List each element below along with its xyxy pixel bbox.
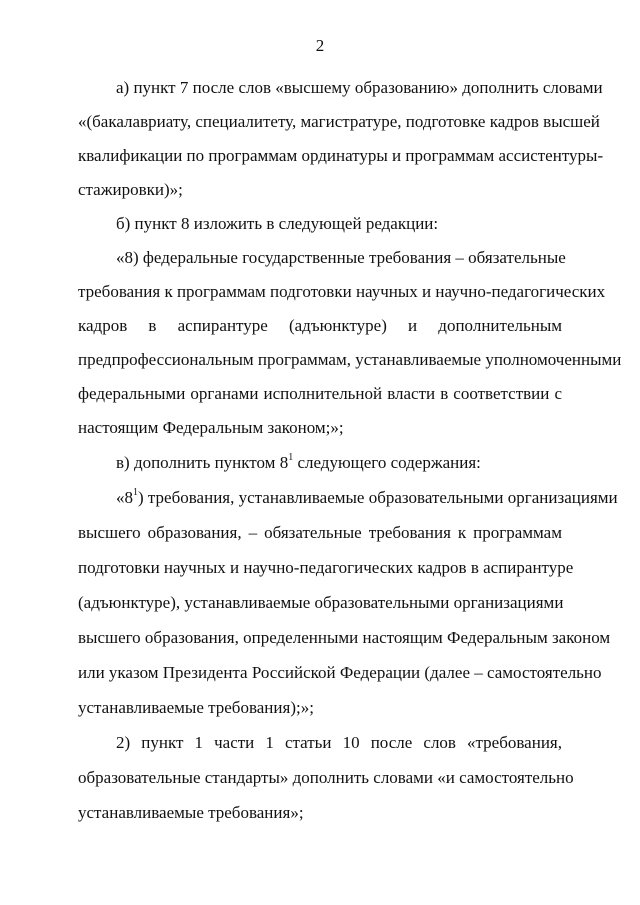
- paragraph-line: стажировки)»;: [78, 180, 183, 199]
- line-text: «8: [116, 488, 133, 507]
- paragraph-line: или указом Президента Российской Федерации (далее – самостоятельно: [78, 663, 602, 682]
- paragraph-line: высшего образования, определенными настоящим Федеральным законом: [78, 628, 611, 647]
- paragraph-line: «(бакалавриату, специалитету, магистратуре, подготовке кадров высшей: [78, 112, 600, 131]
- paragraph-line: высшего образования, – обязательные требования к программам: [78, 523, 562, 542]
- line-text: следующего содержания:: [293, 453, 481, 472]
- superscript: 1: [288, 452, 294, 464]
- paragraph-line: 2) пункт 1 части 1 статьи 10 после слов «требования,: [116, 733, 562, 752]
- paragraph-line: подготовки научных и научно-педагогических кадров в аспирантуре: [78, 558, 574, 577]
- paragraph-line: [116, 452, 562, 474]
- paragraph-line: кадров в аспирантуре (адъюнктуре) и дополнительным: [78, 316, 562, 335]
- page-number: 2: [315, 36, 325, 55]
- paragraph-line: (адъюнктуре), устанавливаемые образовательными организациями: [78, 593, 564, 612]
- paragraph-line: а) пункт 7 после слов «высшему образованию» дополнить словами: [116, 78, 603, 97]
- superscript: 1: [133, 487, 138, 499]
- paragraph-line: «8) федеральные государственные требования – обязательные: [116, 248, 566, 267]
- paragraph-line: [116, 487, 618, 509]
- paragraph-line: федеральными органами исполнительной власти в соответствии с: [78, 384, 562, 403]
- paragraph-line: требования к программам подготовки научных и научно-педагогических: [78, 282, 606, 301]
- line-text: ) требования, устанавливаемые образовательными организациями: [138, 488, 618, 507]
- line-text: в) дополнить пунктом 8: [116, 453, 289, 472]
- paragraph-line: настоящим Федеральным законом;»;: [78, 418, 344, 437]
- paragraph-line: предпрофессиональным программам, устанавливаемые уполномоченными: [78, 350, 622, 369]
- paragraph-line: б) пункт 8 изложить в следующей редакции:: [116, 214, 439, 233]
- paragraph-line: квалификации по программам ординатуры и программам ассистентуры-: [78, 146, 604, 165]
- paragraph-line: устанавливаемые требования»;: [78, 803, 304, 822]
- paragraph-line: устанавливаемые требования);»;: [78, 698, 314, 717]
- paragraph-line: образовательные стандарты» дополнить словами «и самостоятельно: [78, 768, 574, 787]
